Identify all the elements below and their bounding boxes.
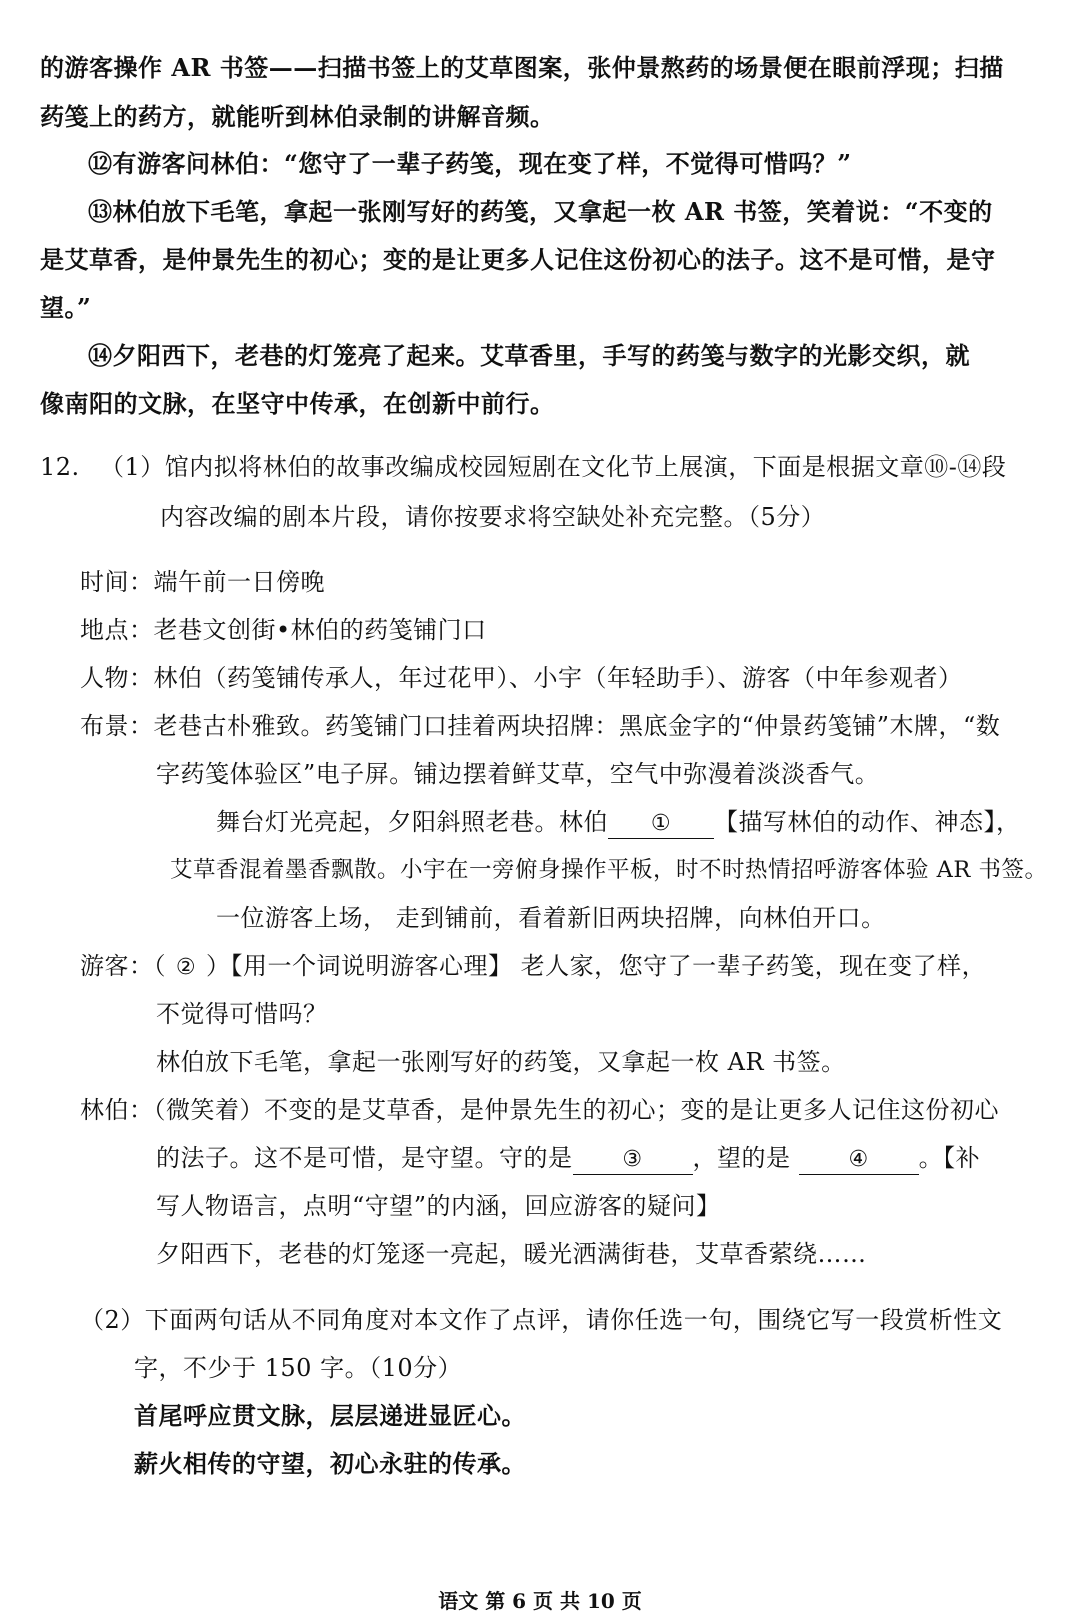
script-people [80,662,963,694]
linbo-line1 [80,1094,999,1126]
article-p13-line3: 望。” [40,293,92,322]
comment-1: 首尾呼应贯文脉，层层递进显匠心。 [134,1401,526,1430]
visitor-speech-1: 老人家，您守了一辈子药笺，现在变了样， [512,952,987,980]
article-p11-line2: 药笺上的药方，就能听到林伯录制的讲解音频。 [40,102,555,131]
answer-blank-3[interactable]: ③ [573,1146,693,1175]
stage-direction-3: 一位游客上场， 走到铺前，看着新旧两块招牌，向林伯开口。 [216,904,886,932]
question-part1-line1: （1）馆内拟将林伯的故事改编成校园短剧在文化节上展演，下面是根据文章⑩-⑭段 [100,453,1007,481]
comment-2: 薪火相传的守望，初心永驻的传承。 [134,1449,526,1478]
visitor-speech-2: 不觉得可惜吗？ [156,1000,328,1028]
visitor-label: 游客： [80,952,154,980]
article-p13-line2: 是艾草香，是仲景先生的初心；变的是让更多人记住这份初心的法子。这不是可惜，是守 [40,245,996,274]
stage-direction-5: 夕阳西下，老巷的灯笼逐一亮起，暖光洒满街巷，艾草香萦绕…… [156,1240,867,1268]
linbo-speech-2c: 。【补 [918,1144,981,1172]
article-p14-line2: 像南阳的文脉，在坚守中传承，在创新中前行。 [40,389,555,418]
setting-line1: 老巷古朴雅致。药笺铺门口挂着两块招牌：黑底金字的“仲景药笺铺”木牌，“数 [153,712,1001,740]
article-p13-line1: ⑬林伯放下毛笔，拿起一张刚写好的药笺，又拿起一枚 AR 书签，笑着说：“不变的 [88,197,993,226]
linbo-line3: 写人物语言，点明“守望”的内涵，回应游客的疑问】 [156,1192,721,1220]
stage1-after: 【描写林伯的动作、神态】， [714,808,1021,836]
article-p14-line1: ⑭夕阳西下，老巷的灯笼亮了起来。艾草香里，手写的药笺与数字的光影交织，就 [88,341,970,370]
answer-blank-4[interactable]: ④ [799,1146,919,1175]
question-part2-line1: （2）下面两句话从不同角度对本文作了点评，请你任选一句，围绕它写一段赏析性文 [80,1306,1003,1334]
stage-direction-4: 林伯放下毛笔，拿起一张刚写好的药笺，又拿起一枚 AR 书签。 [156,1048,846,1076]
stage1-before: 舞台灯光亮起，夕阳斜照老巷。林伯 [216,808,608,836]
visitor-line [80,950,986,984]
people-value: 林伯（药笺铺传承人，年过花甲）、小宇（年轻助手）、游客（中年参观者） [153,664,963,692]
linbo-speech-2b: ，望的是 [692,1144,799,1172]
script-setting-line2: 字药笺体验区”电子屏。铺边摆着鲜艾草，空气中弥漫着淡淡香气。 [156,760,880,788]
question-part1-line2: 内容改编的剧本片段，请你按要求将空缺处补充完整。（5分） [160,503,826,531]
linbo-label: 林伯： [80,1096,154,1124]
answer-blank-1[interactable]: ① [608,810,714,839]
article-p12: ⑫有游客问林伯：“您守了一辈子药笺，现在变了样，不觉得可惜吗？” [88,149,852,178]
script-setting [80,710,1000,742]
answer-blank-2[interactable]: ② [175,955,197,980]
people-label: 人物： [80,664,154,692]
question-number: 12. [40,453,80,481]
time-value: 端午前一日傍晚 [153,568,325,596]
setting-label: 布景： [80,712,154,740]
visitor-paren-open: （ [153,952,166,980]
article-p11-line1: 的游客操作 AR 书签——扫描书签上的艾草图案，张仲景熬药的场景便在眼前浮现；扫描 [40,53,1004,82]
visitor-hint: 【用一个词说明游客心理】 [230,952,513,980]
visitor-paren-close: ） [206,952,231,980]
linbo-line2 [156,1142,980,1175]
time-label: 时间： [80,568,154,596]
place-value: 老巷文创街•林伯的药笺铺门口 [153,616,487,644]
script-time [80,566,325,598]
script-place [80,614,487,646]
stage-direction-2: 艾草香混着墨香飘散。小宇在一旁俯身操作平板，时不时热情招呼游客体验 AR 书签。 [170,857,1048,883]
stage-direction-1 [216,806,1021,839]
question-part2-line2: 字，不少于 150 字。（10分） [134,1354,463,1382]
linbo-speech-2a: 的法子。这不是可惜，是守望。守的是 [156,1144,573,1172]
linbo-speech-1: （微笑着）不变的是艾草香，是仲景先生的初心；变的是让更多人记住这份初心 [153,1096,999,1124]
page-footer: 语文 第 6 页 共 10 页 [438,1589,642,1613]
place-label: 地点： [80,616,154,644]
